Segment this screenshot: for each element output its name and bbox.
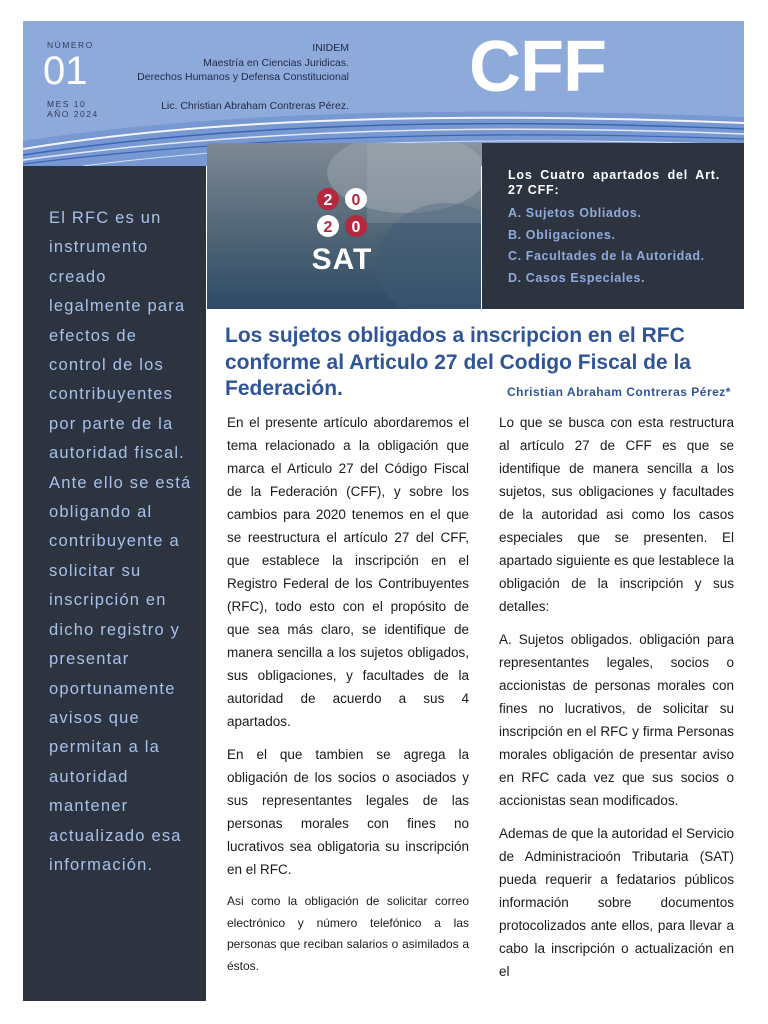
contents-box (482, 143, 744, 309)
issue-month: MES 10 (47, 99, 87, 109)
program-line-1: Maestría en Ciencias Juridicas. (203, 56, 349, 69)
article-column-right (499, 411, 734, 993)
sidebar-text: El RFC es un instrumento creado legalmente para efectos de control de los contribuyentes por parte de la autoridad fiscal. Ante ello se está obligando al contribuyente a solicitar su inscripción en dicho registro y presentar oportunamente avisos que permitan a la autoridad mantener actualizado esa información. (49, 209, 192, 874)
year-digit: 0 (351, 192, 361, 209)
article-paragraph: A. Sujetos obligados. obligación para representantes legales, socios o accionistas de personas morales con fines no lucrativos, de solicitar su inscripción en el RFC y firma Personas morales obligación de presentar aviso en RFC cada vez que sus socios o accionistas sean modificados. (499, 632, 734, 808)
sat-2020-photo (207, 143, 481, 309)
contents-item: B. Obligaciones. (508, 227, 616, 242)
contents-item: A. Sujetos Obliados. (508, 206, 642, 220)
program-line-2: Derechos Humanos y Defensa Constitucional (137, 71, 349, 83)
issue-number-label: NÚMERO (47, 40, 94, 50)
contents-title: Los Cuatro apartados del Art. 27 CFF: (508, 168, 720, 197)
article-headline: Los sujetos obligados a inscripcion en el RFC conforme al Articulo 27 del Codigo Fiscal de la Federación. (225, 324, 691, 400)
sidebar-panel (23, 166, 206, 1001)
masthead-title: CFF (469, 27, 606, 107)
issue-date (47, 99, 99, 119)
contents-item: C. Facultades de la Autoridad. (508, 249, 705, 264)
publication-info (123, 41, 349, 113)
year-digit: 2 (323, 219, 333, 236)
contents-item: D. Casos Especiales. (508, 270, 646, 285)
issue-number: 01 (43, 49, 88, 93)
article-paragraph: Lo que se busca con esta restructura al artículo 27 de CFF es que se identifique de manera sencilla a los sujetos, sus obligaciones y facultades de la autoridad asi como los casos especiales que se presenten. El apartado siguiente es que lestablece la obligación de la inscripción y sus detalles: (499, 415, 734, 614)
contents-list (508, 203, 705, 289)
sat-logo-image (207, 143, 481, 309)
article-paragraph: Ademas de que la autoridad el Servicio de Administracioón Tributaria (SAT) pueda requerir a fedatarios públicos información sobre documentos protocolizados ante ellos, para llevar a cabo la inscripción o actualización en el (499, 826, 734, 979)
institution-name: INIDEM (312, 42, 349, 54)
publication-author: Lic. Christian Abraham Contreras Pérez. (161, 99, 349, 112)
article-paragraph: En el que tambien se agrega la obligación de los socios o asociados y sus representantes legales de las personas morales con fines no lucrativos sea obligatoria su inscripción en el RFC. (227, 747, 469, 877)
article-paragraph: Asi como la obligación de solicitar correo electrónico y número telefónico a las personas que reciban salarios o asimilados a éstos. (227, 894, 469, 973)
issue-year: AÑO 2024 (47, 109, 99, 119)
year-digit: 0 (351, 219, 361, 236)
article-paragraph: En el presente artículo abordaremos el tema relacionado a la obligación que marca el Articulo 27 del Código Fiscal de la Federación (CFF), y sobre los cambios para 2020 tenemos en el que se reestructura el artículo 27 del CFF, que establece la inscripción en el Registro Federal de los Contribuyentes (RFC), todo esto con el propósito de que sea más claro, se identifique de manera sencilla a los sujetos obligados, sus obligaciones, y facultades de la autoridad de acuerdo a sus 4 apartados. (227, 415, 469, 729)
sat-logo-text: SAT (311, 243, 373, 276)
article-column-left (227, 411, 469, 987)
year-digit: 2 (323, 192, 333, 209)
article-author: Christian Abraham Contreras Pérez* (507, 385, 731, 399)
